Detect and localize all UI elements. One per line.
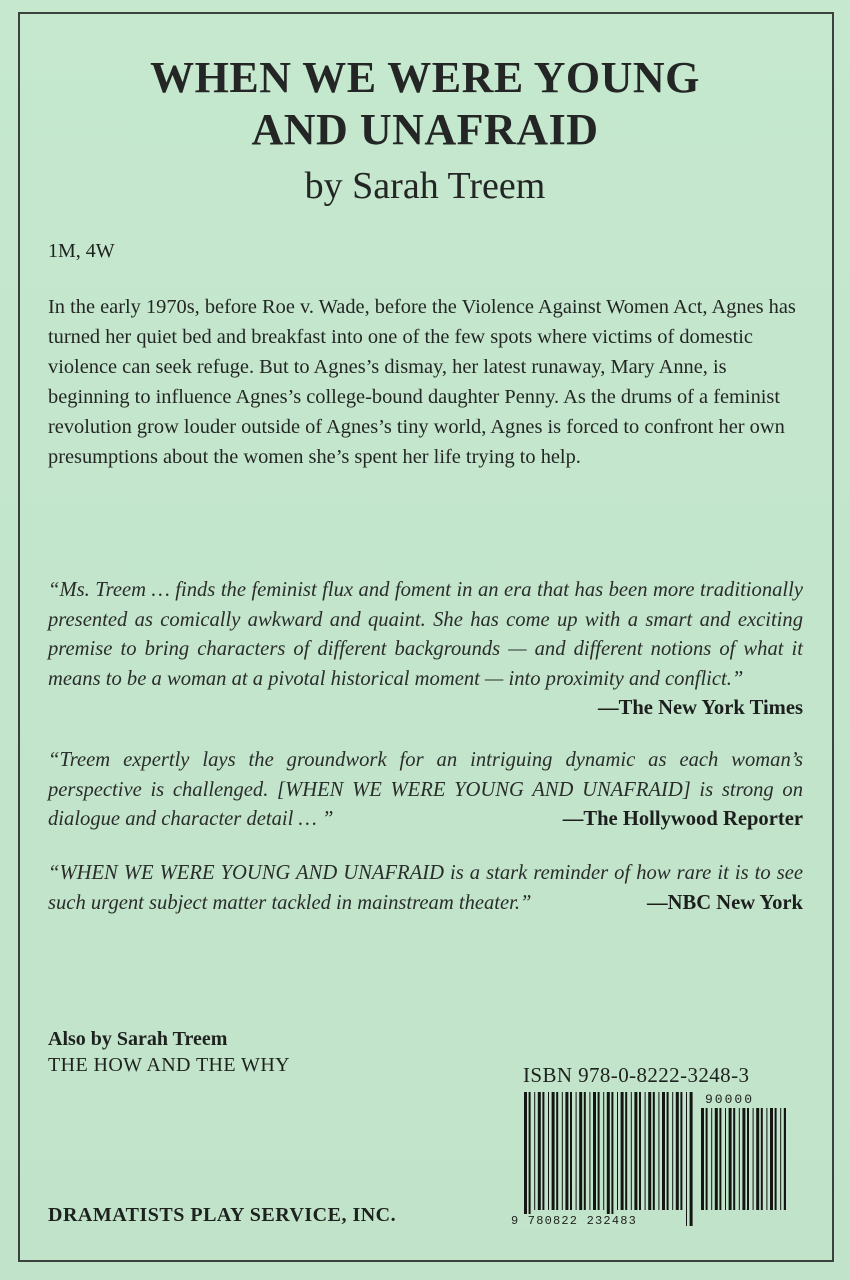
review-quote-2	[48, 746, 803, 835]
book-title	[0, 52, 850, 156]
barcode-digits	[510, 1214, 710, 1228]
review-quote-3	[48, 859, 803, 918]
review-source: —The New York Times	[598, 697, 803, 719]
also-by-heading: Also by Sarah Treem	[48, 1028, 228, 1050]
barcode-addon-digits: 90000	[705, 1092, 755, 1107]
synopsis: In the early 1970s, before Roe v. Wade, before the Violence Against Women Act, Agnes has turned her quiet bed and breakfast into one of the few spots where victims of domestic violence can seek refuge. But to Agnes’s dismay, her latest runaway, Mary Anne, is beginning to influence Agnes’s college-bound daughter Penny. As the drums of a feminist revolution grow louder outside of Agnes’s tiny world, Agnes is forced to confront her own presumptions about the women she’s spent her life trying to help.	[48, 296, 796, 468]
addon-barcode	[700, 1108, 786, 1226]
review-source: —NBC New York	[647, 891, 803, 914]
isbn-number: ISBN 978-0-8222-3248-3	[523, 1063, 750, 1087]
title-line-2: AND UNAFRAID	[251, 105, 599, 154]
ean-barcode	[523, 1092, 693, 1226]
author-byline: by Sarah Treem	[304, 165, 546, 207]
also-by-title: THE HOW AND THE WHY	[48, 1054, 291, 1076]
title-line-1: WHEN WE WERE YOUNG	[150, 53, 700, 102]
review-quote-text: “WHEN WE WERE YOUNG AND UNAFRAID is a stark reminder of how rare it is to see such urgent subject matter tackled in mainstream theater.”	[48, 862, 803, 914]
publisher-name: DRAMATISTS PLAY SERVICE, INC.	[48, 1204, 397, 1226]
review-source: —The Hollywood Reporter	[562, 808, 803, 830]
review-quote-text: “Treem expertly lays the groundwork for an intriguing dynamic as each woman’s perspective is challenged. [WHEN WE WERE YOUNG AND UNAFRAID] is strong on dialogue and character detail … ”	[48, 749, 803, 830]
cast-size: 1M, 4W	[48, 240, 115, 262]
review-quote-1	[48, 576, 803, 724]
barcode-digits-text: 9 780822 232483	[511, 1214, 638, 1228]
review-quote-text: “Ms. Treem … finds the feminist flux and foment in an era that has been more traditionally presented as comically awkward and quaint. She has come up with a smart and exciting premise to bring characters of different backgrounds — and different notions of what it means to be a woman at a pivotal historical moment — into proximity and conflict.”	[48, 579, 803, 690]
